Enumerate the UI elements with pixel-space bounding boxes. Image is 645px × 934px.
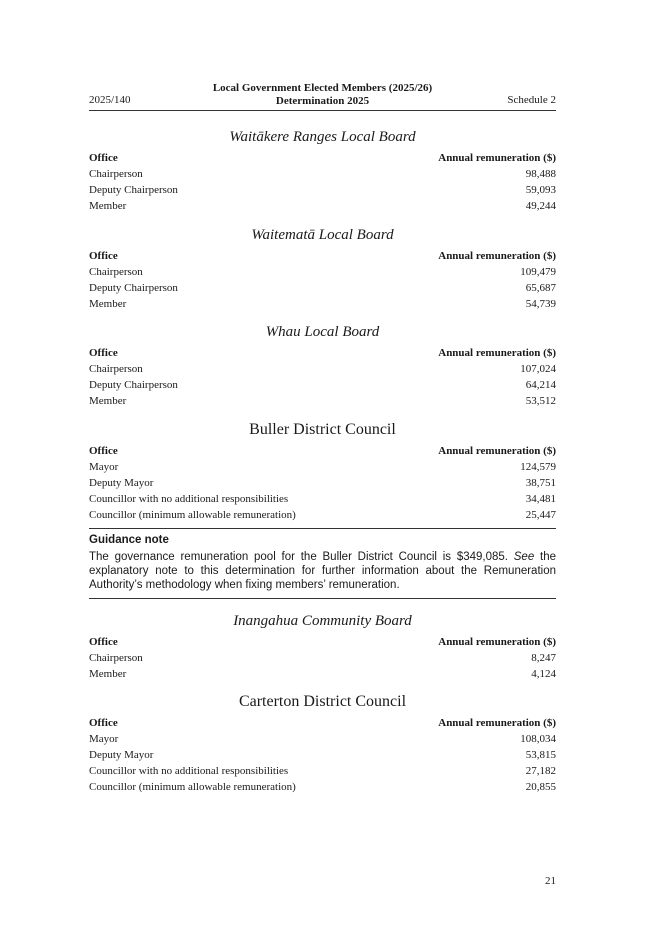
section-buller: [89, 421, 556, 523]
office: Councillor with no additional responsibilities: [89, 493, 289, 505]
amount: 25,447: [525, 509, 556, 521]
guidance-text-after: the explanatory note to this determination for further information about the Remuneration Authority’s methodology when fixing members’ remuneration.: [89, 551, 557, 591]
table-row: [89, 459, 556, 475]
table-row: [89, 763, 556, 779]
table-row: [89, 166, 556, 182]
section-waitakere: [89, 128, 556, 214]
header-title-line2: Determination 2025: [275, 95, 370, 107]
section-title: Carterton District Council: [238, 693, 407, 710]
amount: 54,739: [525, 298, 556, 310]
amount: 34,481: [525, 493, 556, 505]
amount: 20,855: [525, 781, 556, 793]
table-row: [89, 475, 556, 491]
amount: 64,214: [525, 379, 556, 391]
col-remuneration: Annual remuneration ($): [438, 250, 556, 262]
office: Chairperson: [89, 363, 143, 375]
amount: 124,579: [520, 461, 556, 473]
section-title: Waitākere Ranges Local Board: [229, 129, 416, 145]
page-number: 21: [545, 875, 556, 887]
amount: 65,687: [525, 282, 556, 294]
table-row: [89, 280, 556, 296]
header-reference: 2025/140: [89, 94, 131, 106]
amount: 49,244: [525, 200, 556, 212]
section-title: Inangahua Community Board: [233, 613, 412, 629]
office: Councillor with no additional responsibilities: [89, 765, 289, 777]
section-title: Waitematā Local Board: [251, 227, 394, 243]
amount: 53,512: [525, 395, 556, 407]
office: Member: [89, 200, 127, 212]
office: Deputy Mayor: [89, 477, 154, 489]
office: Deputy Chairperson: [89, 379, 178, 391]
col-remuneration: Annual remuneration ($): [438, 717, 556, 729]
table-row: [89, 377, 556, 393]
amount: 108,034: [520, 733, 556, 745]
office: Member: [89, 395, 127, 407]
col-office: Office: [89, 347, 118, 359]
guidance-text-before: The governance remuneration pool for the Buller District Council is $349,085.: [89, 551, 514, 563]
col-remuneration: Annual remuneration ($): [438, 347, 556, 359]
col-office: Office: [89, 717, 118, 729]
office: Chairperson: [89, 168, 143, 180]
office: Councillor (minimum allowable remuneration): [89, 781, 296, 793]
table-row: [89, 393, 556, 409]
amount: 38,751: [525, 477, 556, 489]
table-row: [89, 650, 556, 666]
table-row: [89, 507, 556, 523]
table-row: [89, 198, 556, 214]
amount: 107,024: [520, 363, 556, 375]
section-inangahua: [89, 612, 556, 682]
office: Mayor: [89, 733, 119, 745]
col-office: Office: [89, 250, 118, 262]
table-header: [89, 715, 556, 731]
table-row: [89, 779, 556, 795]
amount: 8,247: [531, 652, 556, 664]
table-header: [89, 150, 556, 166]
table-header: [89, 345, 556, 361]
table-header: [89, 248, 556, 264]
table-row: [89, 296, 556, 312]
table-row: [89, 666, 556, 682]
page-header: [89, 82, 556, 111]
table-row: [89, 361, 556, 377]
header-title-line1: Local Government Elected Members (2025/26): [212, 82, 433, 94]
section-whau: [89, 323, 556, 409]
section-waitemata: [89, 226, 556, 312]
office: Deputy Mayor: [89, 749, 154, 761]
office: Member: [89, 298, 127, 310]
table-header: [89, 443, 556, 459]
table-row: [89, 264, 556, 280]
office: Councillor (minimum allowable remuneration): [89, 509, 296, 521]
section-title: Buller District Council: [249, 421, 396, 438]
office: Deputy Chairperson: [89, 282, 178, 294]
amount: 59,093: [525, 184, 556, 196]
header-title: [89, 82, 556, 108]
col-office: Office: [89, 445, 118, 457]
table-row: [89, 491, 556, 507]
col-office: Office: [89, 152, 118, 164]
office: Chairperson: [89, 652, 143, 664]
section-carterton: [89, 693, 556, 795]
guidance-note: [89, 528, 556, 599]
col-remuneration: Annual remuneration ($): [438, 152, 556, 164]
amount: 109,479: [520, 266, 556, 278]
office: Deputy Chairperson: [89, 184, 178, 196]
table-row: [89, 182, 556, 198]
amount: 53,815: [525, 749, 556, 761]
section-title: Whau Local Board: [265, 324, 380, 340]
guidance-see: See: [513, 551, 535, 563]
office: Member: [89, 668, 127, 680]
header-schedule: Schedule 2: [507, 94, 556, 106]
guidance-title: Guidance note: [89, 534, 169, 546]
office: Chairperson: [89, 266, 143, 278]
col-remuneration: Annual remuneration ($): [438, 445, 556, 457]
table-header: [89, 634, 556, 650]
office: Mayor: [89, 461, 119, 473]
col-office: Office: [89, 636, 118, 648]
amount: 27,182: [525, 765, 556, 777]
amount: 98,488: [525, 168, 556, 180]
guidance-text: [89, 550, 556, 592]
col-remuneration: Annual remuneration ($): [438, 636, 556, 648]
amount: 4,124: [531, 668, 556, 680]
table-row: [89, 747, 556, 763]
table-row: [89, 731, 556, 747]
